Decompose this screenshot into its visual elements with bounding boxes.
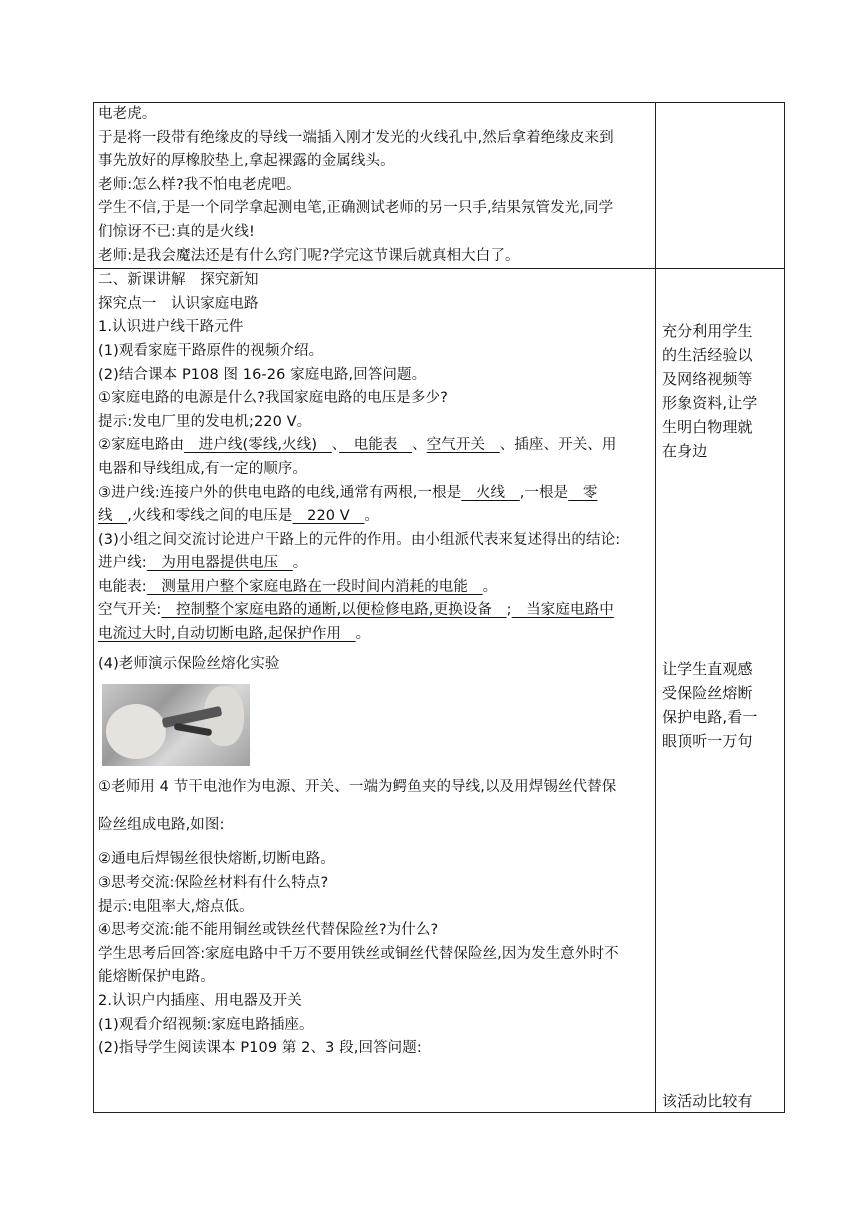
text: ②家庭电路由	[98, 437, 185, 454]
blank-answer: 火线	[461, 484, 520, 501]
intro-cell	[94, 103, 656, 269]
note-line: 受保险丝熔断	[662, 684, 753, 703]
text-line: 学生不信,于是一个同学拿起测电笔,正确测试老师的另一只手,结果氖管发光,同学	[98, 200, 614, 217]
text-line: 老师:怎么样?我不怕电老虎吧。	[98, 176, 301, 193]
step-item: (1)观看介绍视频:家庭电路插座。	[98, 1016, 314, 1033]
note-line: 及网络视频等	[662, 370, 753, 389]
question-fill	[98, 505, 651, 529]
blank-answer: 线	[98, 508, 128, 525]
note-block	[662, 319, 757, 463]
fuse-experiment-photo	[102, 684, 250, 766]
conclusion	[98, 623, 651, 647]
question-fill	[98, 434, 651, 458]
section-heading: 二、新课讲解 探究新知	[98, 272, 259, 289]
text: ③进户线:连接户外的供电电路的电线,通常有两根,一根是	[98, 484, 462, 501]
blank-answer: 空气开关	[426, 437, 500, 454]
text-line: 于是将一段带有绝缘皮的导线一端插入刚才发光的火线孔中,然后拿着绝缘皮来到	[98, 129, 614, 146]
text-line: ①老师用 4 节干电池作为电源、开关、一端为鳄鱼夹的导线,以及用焊锡丝代替保	[98, 779, 617, 796]
text-line: 电器和导线组成,有一定的顺序。	[98, 460, 308, 477]
blank-answer: 为用电器提供电压	[146, 555, 293, 572]
text-line: 们惊讶不已:真的是火线!	[98, 223, 255, 240]
question: ④思考交流:能不能用铜丝或铁丝代替保险丝?为什么?	[98, 922, 439, 939]
step-item: (2)指导学生阅读课本 P109 第 2、3 段,回答问题:	[98, 1040, 422, 1057]
text: ,火线和零线之间的电压是	[127, 508, 293, 525]
question-fill	[98, 482, 651, 506]
notes-cell	[656, 103, 785, 269]
text-line: ②通电后焊锡丝很快熔断,切断电路。	[98, 851, 335, 868]
step-item: (3)小组之间交流讨论进户干路上的元件的作用。由小组派代表来复述得出的结论:	[98, 531, 621, 548]
question: ③思考交流:保险丝材料有什么特点?	[98, 875, 329, 892]
note-line: 在身边	[662, 442, 708, 461]
step-item: (1)观看家庭干路原件的视频介绍。	[98, 342, 324, 359]
step-title: 2.认识户内插座、用电器及开关	[98, 993, 302, 1009]
blank-answer: 电能表	[339, 437, 413, 454]
lesson-content-cell	[94, 269, 656, 1113]
text-line: 能熔断保护电路。	[98, 969, 215, 986]
step-item: (2)结合课本 P108 图 16-26 家庭电路,回答问题。	[98, 366, 427, 383]
text: 、	[412, 437, 427, 454]
text-line: 老师:是我会魔法还是有什么窍门呢?学完这节课后就真相大白了。	[98, 247, 520, 264]
text: 空气开关:	[98, 602, 162, 619]
table-row	[94, 103, 785, 269]
blank-answer: 220 V	[292, 508, 365, 525]
note-line: 充分利用学生	[662, 322, 753, 341]
lesson-plan-table	[93, 102, 785, 1113]
text: 。	[482, 578, 498, 595]
blank-answer: 电流过大时,自动切断电路,起保护作用	[98, 626, 356, 643]
note-block	[662, 657, 757, 753]
question: ①家庭电路的电源是什么?我国家庭电路的电压是多少?	[98, 390, 448, 407]
conclusion	[98, 576, 651, 600]
text: 。	[364, 508, 380, 525]
text: 、插座、开关、用	[499, 437, 617, 454]
hint: 提示:电阻率大,熔点低。	[98, 898, 254, 915]
note-line: 眼顶听一万句	[662, 732, 753, 751]
table-row	[94, 269, 785, 1113]
blank-answer: 控制整个家庭电路的通断,以便检修电路,更换设备	[161, 602, 507, 619]
note-line: 的生活经验以	[662, 346, 753, 365]
text: ,一根是	[519, 484, 569, 501]
text: 电能表:	[98, 578, 147, 595]
note-line: 该活动比较有	[662, 1092, 753, 1111]
text: 。	[355, 626, 371, 643]
text: 、	[331, 437, 340, 454]
note-line: 保护电路,看一	[662, 708, 758, 727]
step-item: (4)老师演示保险丝熔化实验	[98, 655, 280, 672]
blank-answer: 测量用户整个家庭电路在一段时间内消耗的电能	[146, 578, 483, 595]
text-line: 学生思考后回答:家庭电路中千万不要用铁丝或铜丝代替保险丝,因为发生意外时不	[98, 945, 619, 962]
text: 。	[292, 555, 308, 572]
text-line: 电老虎。	[98, 106, 157, 122]
text: ;	[506, 602, 512, 619]
blank-answer: 当家庭电路中	[511, 602, 614, 619]
design-notes-cell	[656, 269, 785, 1113]
subsection-heading: 探究点一 认识家庭电路	[98, 295, 259, 312]
blank-answer: 进户线(零线,火线)	[184, 437, 332, 454]
step-title: 1.认识进户线干路元件	[98, 319, 244, 336]
note-line: 让学生直观感	[662, 660, 753, 679]
conclusion	[98, 552, 651, 576]
note-line: 形象资料,让学	[662, 394, 758, 413]
note-line: 生明白物理就	[662, 418, 753, 437]
text-line: 事先放好的厚橡胶垫上,拿起裸露的金属线头。	[98, 153, 395, 170]
note-block	[662, 1089, 753, 1113]
hint: 提示:发电厂里的发电机;220 V。	[98, 413, 312, 430]
text-line: 险丝组成电路,如图:	[98, 816, 225, 833]
conclusion	[98, 599, 651, 623]
blank-answer: 零	[568, 484, 598, 501]
text: 进户线:	[98, 555, 147, 572]
